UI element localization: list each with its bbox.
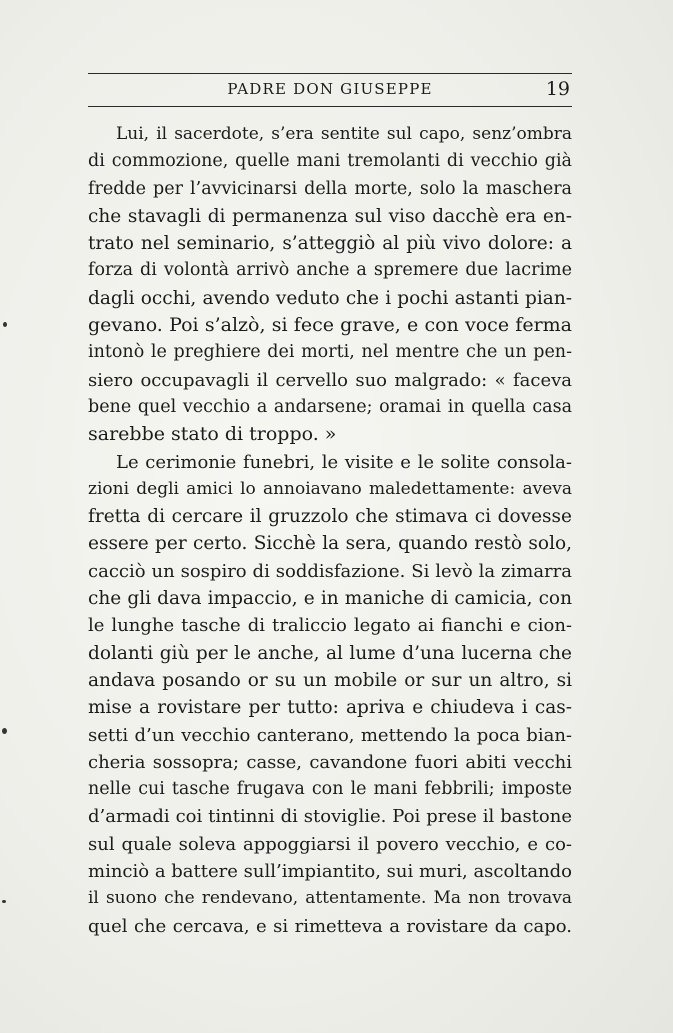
body-text <box>88 121 572 940</box>
text-line: siero occupavagli il cervello suo malgrado: « faceva <box>88 369 572 391</box>
text-line: di commozione, quelle mani tremolanti di vecchio già <box>88 151 572 172</box>
text-line: fretta di cercare il gruzzolo che stimava ci dovesse <box>88 506 572 528</box>
text-line: dagli occhi, avendo veduto che i pochi astanti pian- <box>88 287 572 309</box>
text-line: forza di volontà arrivò anche a spremere due lacrime <box>88 260 572 281</box>
text-line: Lui, il sacerdote, s’era sentite sul capo, senz’ombra <box>116 124 572 144</box>
text-line: andava posando or su un mobile or sur un altro, si <box>88 669 572 691</box>
header-rule-top <box>88 73 572 74</box>
scan-speck <box>3 322 7 327</box>
text-line: Le cerimonie funebri, le visite e le solite consola- <box>116 451 572 473</box>
text-line: nelle cui tasche frugava con le mani febbrili; imposte <box>88 779 572 800</box>
text-line: cacciò un sospiro di soddisfazione. Si levò la zimarra <box>88 560 572 582</box>
scan-speck <box>2 900 6 903</box>
page-number: 19 <box>545 78 570 100</box>
text-line: gevano. Poi s’alzò, si fece grave, e con voce ferma <box>88 314 572 337</box>
text-line: essere per certo. Sicchè la sera, quando restò solo, <box>88 533 572 555</box>
text-line: minciò a battere sull’impiantito, sui muri, ascoltando <box>88 861 572 883</box>
text-line: bene quel vecchio a andarsene; oramai in quella casa <box>88 396 572 417</box>
text-line: zioni degli amici lo annoiavano maledettamente: aveva <box>88 478 572 499</box>
text-line: mise a rovistare per tutto: apriva e chiudeva i cas- <box>88 697 572 719</box>
text-line: dolanti giù per le anche, al lume d’una lucerna che <box>88 642 572 664</box>
text-line: le lunghe tasche di traliccio legato ai fianchi e cion- <box>88 615 572 637</box>
header-rule-bottom <box>88 106 572 107</box>
running-title: PADRE DON GIUSEPPE <box>227 80 433 98</box>
text-line: cheria sossopra; casse, cavandone fuori abiti vecchi <box>88 751 572 773</box>
text-line: trato nel seminario, s’atteggiò al più vivo dolore: a <box>88 233 572 255</box>
text-line: il suono che rendevano, attentamente. Ma non trovava <box>88 888 572 909</box>
text-line: che stavagli di permanenza sul viso dacchè era en- <box>88 205 572 227</box>
text-line: sarebbe stato di troppo. » <box>88 423 337 446</box>
text-line: sul quale soleva appoggiarsi il povero vecchio, e co- <box>88 833 572 855</box>
text-line: intonò le preghiere dei morti, nel mentre che un pen- <box>88 342 572 363</box>
text-line: che gli dava impaccio, e in maniche di camicia, con <box>88 588 572 610</box>
text-line: fredde per l’avvicinarsi della morte, solo la maschera <box>88 178 572 199</box>
scan-speck <box>2 728 7 734</box>
text-line: quel che cercava, e si rimetteva a rovistare da capo. <box>88 915 572 937</box>
text-line: setti d’un vecchio canterano, mettendo la poca bian- <box>88 724 572 746</box>
text-line: d’armadi coi tintinni di stoviglie. Poi prese il bastone <box>88 806 572 828</box>
